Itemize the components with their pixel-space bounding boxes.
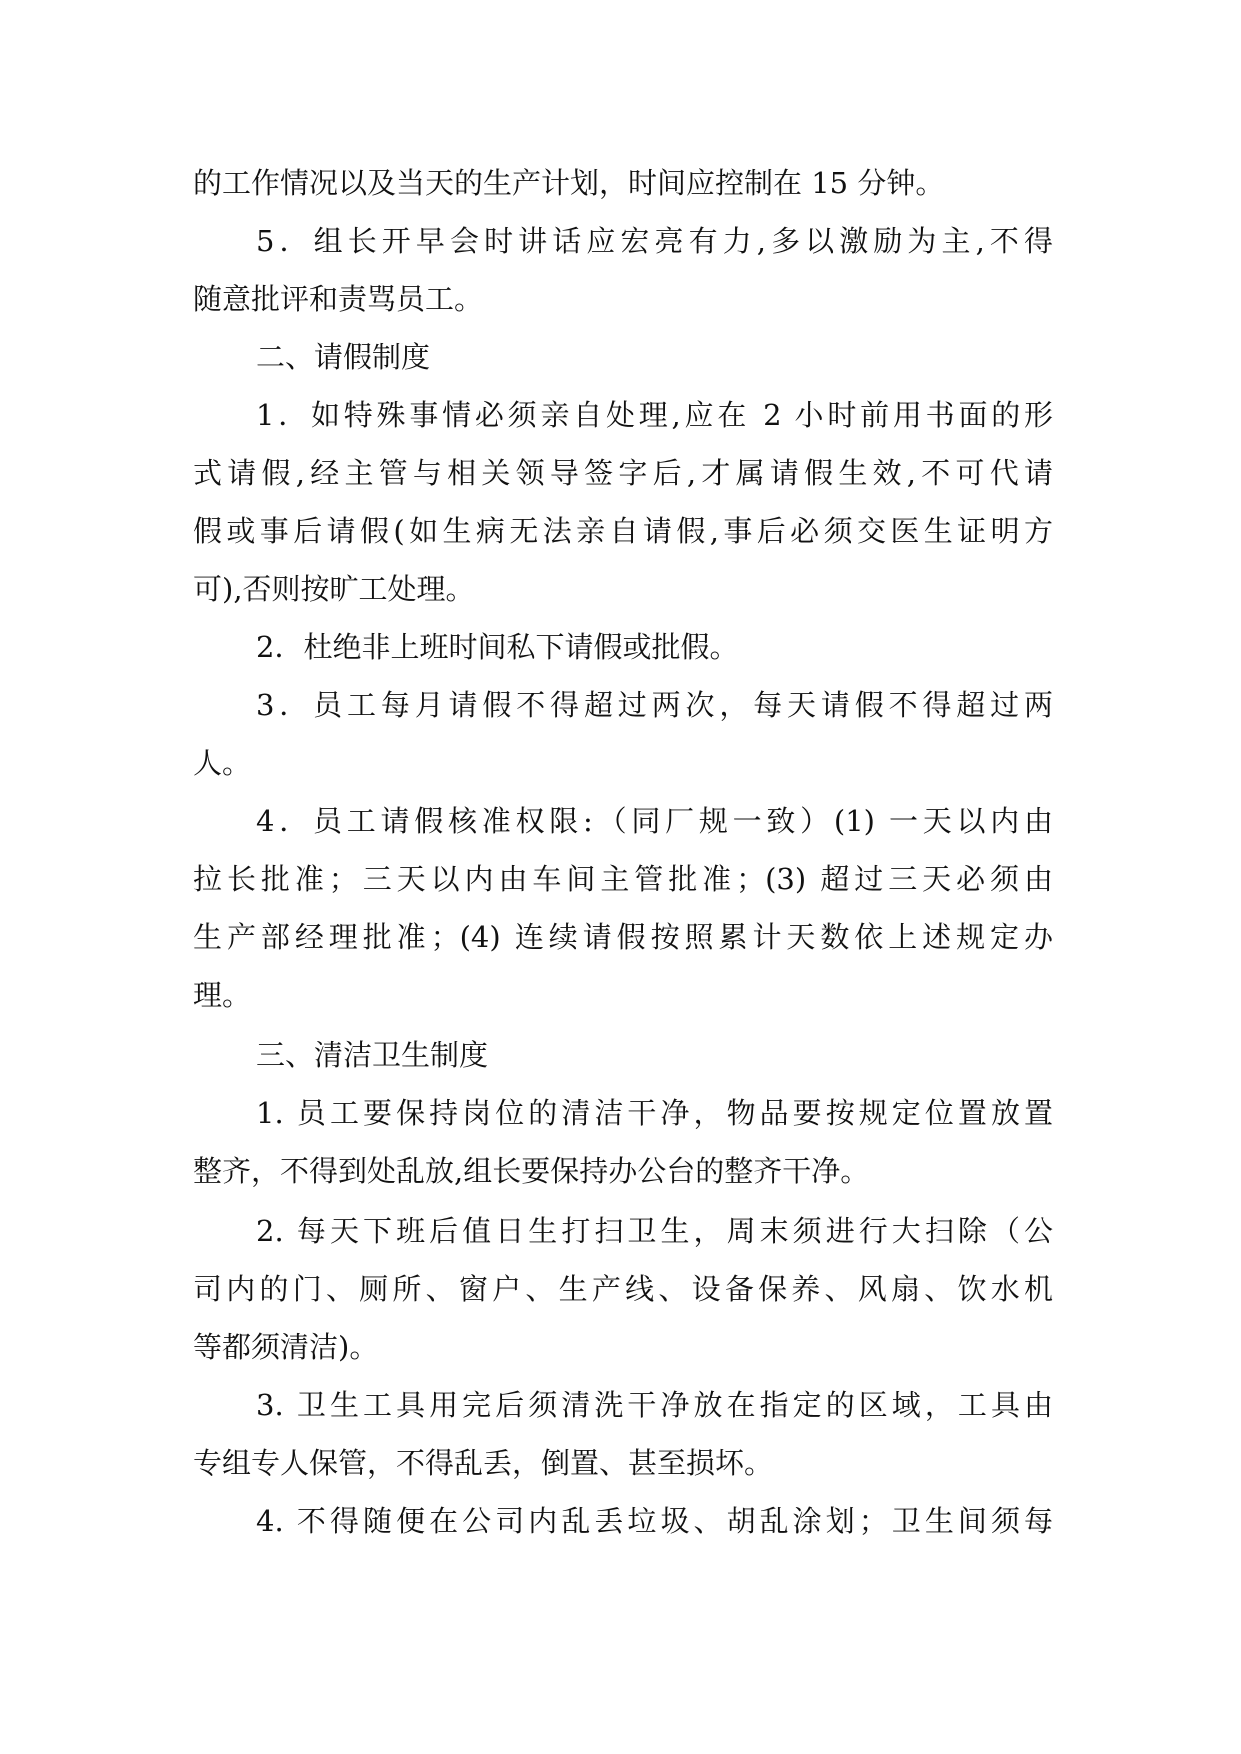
text-line: 5．组长开早会时讲话应宏亮有力,多以激励为主,不得: [256, 224, 1053, 258]
text-line: 3．员工每月请假不得超过两次，每天请假不得超过两: [256, 688, 1053, 722]
text-line: 拉长批准；三天以内由车间主管批准；(3) 超过三天必须由: [193, 862, 1053, 896]
text-line: 4．员工请假核准权限:（同厂规一致）(1) 一天以内由: [256, 804, 1053, 838]
section-heading: 二、请假制度: [256, 340, 431, 374]
text-line: 假或事后请假(如生病无法亲自请假,事后必须交医生证明方: [193, 514, 1053, 548]
text-line: 理。: [193, 978, 252, 1012]
text-line: 1．如特殊事情必须亲自处理,应在 2 小时前用书面的形: [256, 398, 1053, 432]
text-line: 人。: [193, 746, 252, 780]
text-line: 4. 不得随便在公司内乱丢垃圾、胡乱涂划；卫生间须每: [256, 1504, 1053, 1538]
text-line: 可),否则按旷工处理。: [193, 572, 475, 606]
text-line: 3. 卫生工具用完后须清洗干净放在指定的区域，工具由: [256, 1388, 1053, 1422]
text-line: 的工作情况以及当天的生产计划，时间应控制在 15 分钟。: [193, 166, 945, 200]
text-line: 整齐，不得到处乱放,组长要保持办公台的整齐干净。: [193, 1154, 870, 1188]
text-line: 2. 每天下班后值日生打扫卫生，周末须进行大扫除（公: [256, 1214, 1053, 1248]
text-line: 2．杜绝非上班时间私下请假或批假。: [256, 630, 739, 664]
text-line: 1. 员工要保持岗位的清洁干净，物品要按规定位置放置: [256, 1096, 1053, 1130]
text-line: 等都须清洁)。: [193, 1330, 379, 1364]
section-heading: 三、清洁卫生制度: [256, 1038, 489, 1072]
text-line: 专组专人保管，不得乱丢，倒置、甚至损坏。: [193, 1446, 774, 1480]
text-line: 随意批评和责骂员工。: [193, 282, 484, 316]
text-line: 生产部经理批准；(4) 连续请假按照累计天数依上述规定办: [193, 920, 1053, 954]
text-line: 司内的门、厕所、窗户、生产线、设备保养、风扇、饮水机: [193, 1272, 1053, 1306]
text-line: 式请假,经主管与相关领导签字后,才属请假生效,不可代请: [193, 456, 1053, 490]
